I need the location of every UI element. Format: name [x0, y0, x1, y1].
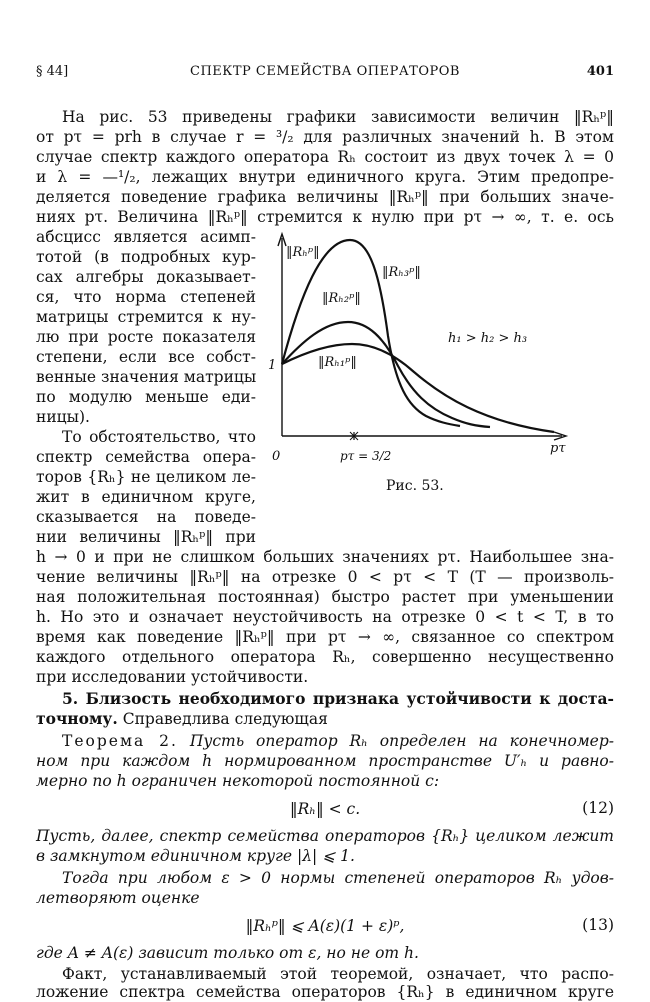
- curve-label-h2: ‖Rₕ₂ᵖ‖: [322, 291, 361, 306]
- curve-label-h3: ‖Rₕ₃ᵖ‖: [382, 265, 421, 280]
- x-axis-label: pτ: [550, 441, 566, 456]
- text-line: ная положительная постоянная) быстро растет при уменьшении: [36, 588, 614, 606]
- text-line: время как поведение ‖Rₕᵖ‖ при pτ → ∞, связанное со спектром: [36, 628, 614, 646]
- theorem-line: мерно по h ограничен некоторой постоянной c:: [36, 772, 440, 790]
- page-number: 401: [586, 64, 614, 79]
- text-line: h → 0 и при не слишком больших значениях pτ. Наибольшее зна-: [36, 548, 614, 566]
- curve-h3: [282, 240, 460, 426]
- text-line: лю при росте показателя: [36, 328, 256, 346]
- theorem-line: ном при каждом h нормированном пространстве U′ₕ и равно-: [36, 752, 614, 770]
- text-line: сказывается на поведе-: [36, 508, 256, 526]
- text-line: То обстоятельство, что: [62, 428, 256, 446]
- text-line: нии величины ‖Rₕᵖ‖ при: [36, 528, 256, 546]
- text-line: деляется поведение графика величины ‖Rₕᵖ‖ при больших значе-: [36, 188, 614, 206]
- curve-label-h1: ‖Rₕ₁ᵖ‖: [318, 355, 357, 370]
- text-line: при исследовании устойчивости.: [36, 668, 309, 686]
- text-line: от pτ = prh в случае r = ³/₂ для различных значений h. В этом: [36, 128, 614, 146]
- text-line: степени, если все собст-: [36, 348, 256, 366]
- equation-13: ‖Rₕᵖ‖ ⩽ A(ε)(1 + ε)ᵖ,: [245, 917, 405, 935]
- text-line: матрицы стремится к ну-: [36, 308, 256, 326]
- section-heading: 5. Близость необходимого признака устойчивости к доста-: [62, 689, 614, 708]
- text-line: по модулю меньше еди-: [36, 388, 256, 406]
- relation-label: h₁ > h₂ > h₃: [448, 331, 528, 346]
- theorem-line: Тогда при любом ε > 0 нормы степеней операторов Rₕ удов-: [62, 869, 614, 887]
- theorem-line: в замкнутом единичном круге |λ| ⩽ 1.: [36, 847, 355, 865]
- section-ref: § 44]: [36, 64, 69, 79]
- text-line: ложение спектра семейства операторов {Rₕ} в единичном круге: [36, 983, 614, 1001]
- equation-12: ‖Rₕ‖ < c.: [289, 800, 361, 818]
- running-header: [36, 64, 614, 86]
- equation-number: (13): [582, 916, 614, 934]
- text-line: и λ = —¹/₂, лежащих внутри единичного круга. Этим предопре-: [36, 168, 614, 186]
- theorem-line: Теорема 2. Пусть оператор Rₕ определен на конечномер-: [62, 732, 614, 750]
- theorem-line: Пусть, далее, спектр семейства операторов {Rₕ} целиком лежит: [36, 827, 614, 845]
- text-line: каждого отдельного оператора Rₕ, совершенно несущественно: [36, 648, 614, 666]
- text-line: ся, что норма степеней: [36, 288, 256, 306]
- text-line: сах алгебры доказывает-: [36, 268, 256, 286]
- y-axis-label: ‖Rₕᵖ‖: [286, 245, 320, 260]
- text-line: случае спектр каждого оператора Rₕ состоит из двух точек λ = 0: [36, 148, 614, 166]
- running-title: СПЕКТР СЕМЕЙСТВА ОПЕРАТОРОВ: [190, 64, 460, 79]
- origin-label: 0: [272, 449, 281, 464]
- text-line: h. Но это и означает неустойчивость на отрезке 0 < t < T, в то: [36, 608, 614, 626]
- text-line: чение величины ‖Rₕᵖ‖ на отрезке 0 < pτ < T (T — произволь-: [36, 568, 614, 586]
- theorem-line: летворяют оценке: [36, 889, 200, 907]
- y-tick-label: 1: [268, 358, 277, 373]
- text-line: венные значения матрицы: [36, 368, 257, 386]
- text-line: Факт, устанавливаемый этой теоремой, означает, что распо-: [62, 965, 614, 983]
- text-line: ницы).: [36, 408, 90, 426]
- figure-caption: Рис. 53.: [386, 478, 444, 494]
- text-line: тотой (в подробных кур-: [36, 248, 256, 266]
- text-line: абсцисс является асимп-: [36, 228, 256, 246]
- figure-53: [262, 226, 582, 476]
- text-line: жит в единичном круге,: [36, 488, 256, 506]
- text-line: спектр семейства опера-: [36, 448, 256, 466]
- text-line: торов {Rₕ} не целиком ле-: [36, 468, 256, 486]
- equation-number: (12): [582, 799, 614, 817]
- theorem-line: где A ≠ A(ε) зависит только от ε, но не от h.: [36, 944, 419, 962]
- section-heading-cont: точному. Справедлива следующая: [36, 709, 328, 728]
- text-line: На рис. 53 приведены графики зависимости величин ‖Rₕᵖ‖: [62, 108, 614, 126]
- x-mark-label: pτ = 3/2: [340, 449, 392, 463]
- text-line: ниях pτ. Величина ‖Rₕᵖ‖ стремится к нулю при pτ → ∞, т. е. ось: [36, 208, 614, 226]
